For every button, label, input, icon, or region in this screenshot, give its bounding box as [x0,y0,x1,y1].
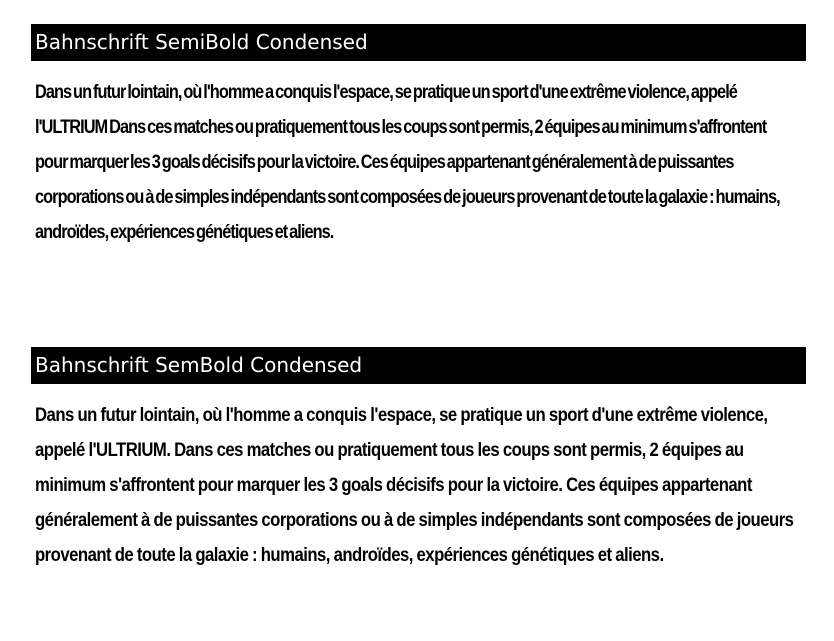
sample-paragraph [31,75,806,250]
font-sample-section-2 [31,347,806,573]
font-name-header: Bahnschrift SemBold Condensed [31,347,806,384]
sample-paragraph-text: Dans un futur lointain, où l'homme a conquis l'espace, se pratique un sport d'une extrême violence, appelé l'ULTRIUM Dans ces matches ou pratiquement tous les coups sont permis, 2 équipes au minimum s'affrontent pour marquer les 3 goals décisifs pour la victoire. Ces équipes appartenant généralement à de puissantes corporations ou à de simples indépendants sont composées de joueurs provenant de toute la galaxie : humains, androïdes, expériences génétiques et aliens. [35,82,780,243]
sample-paragraph-text: Dans un futur lointain, où l'homme a conquis l'espace, se pratique un sport d'une extrême violence, appelé l'ULTRIUM. Dans ces matches ou pratiquement tous les coups sont permis, 2 équipes au minimum s'affrontent pour marquer les 3 goals décisifs pour la victoire. Ces équipes appartenant généralement à de puissantes corporations ou à de simples indépendants sont composées de joueurs provenant de toute la galaxie : humains, androïdes, expériences génétiques et aliens. [35,405,794,566]
font-name-header: Bahnschrift SemiBold Condensed [31,24,806,61]
sample-paragraph [31,398,806,573]
font-sample-section-1 [31,24,806,250]
